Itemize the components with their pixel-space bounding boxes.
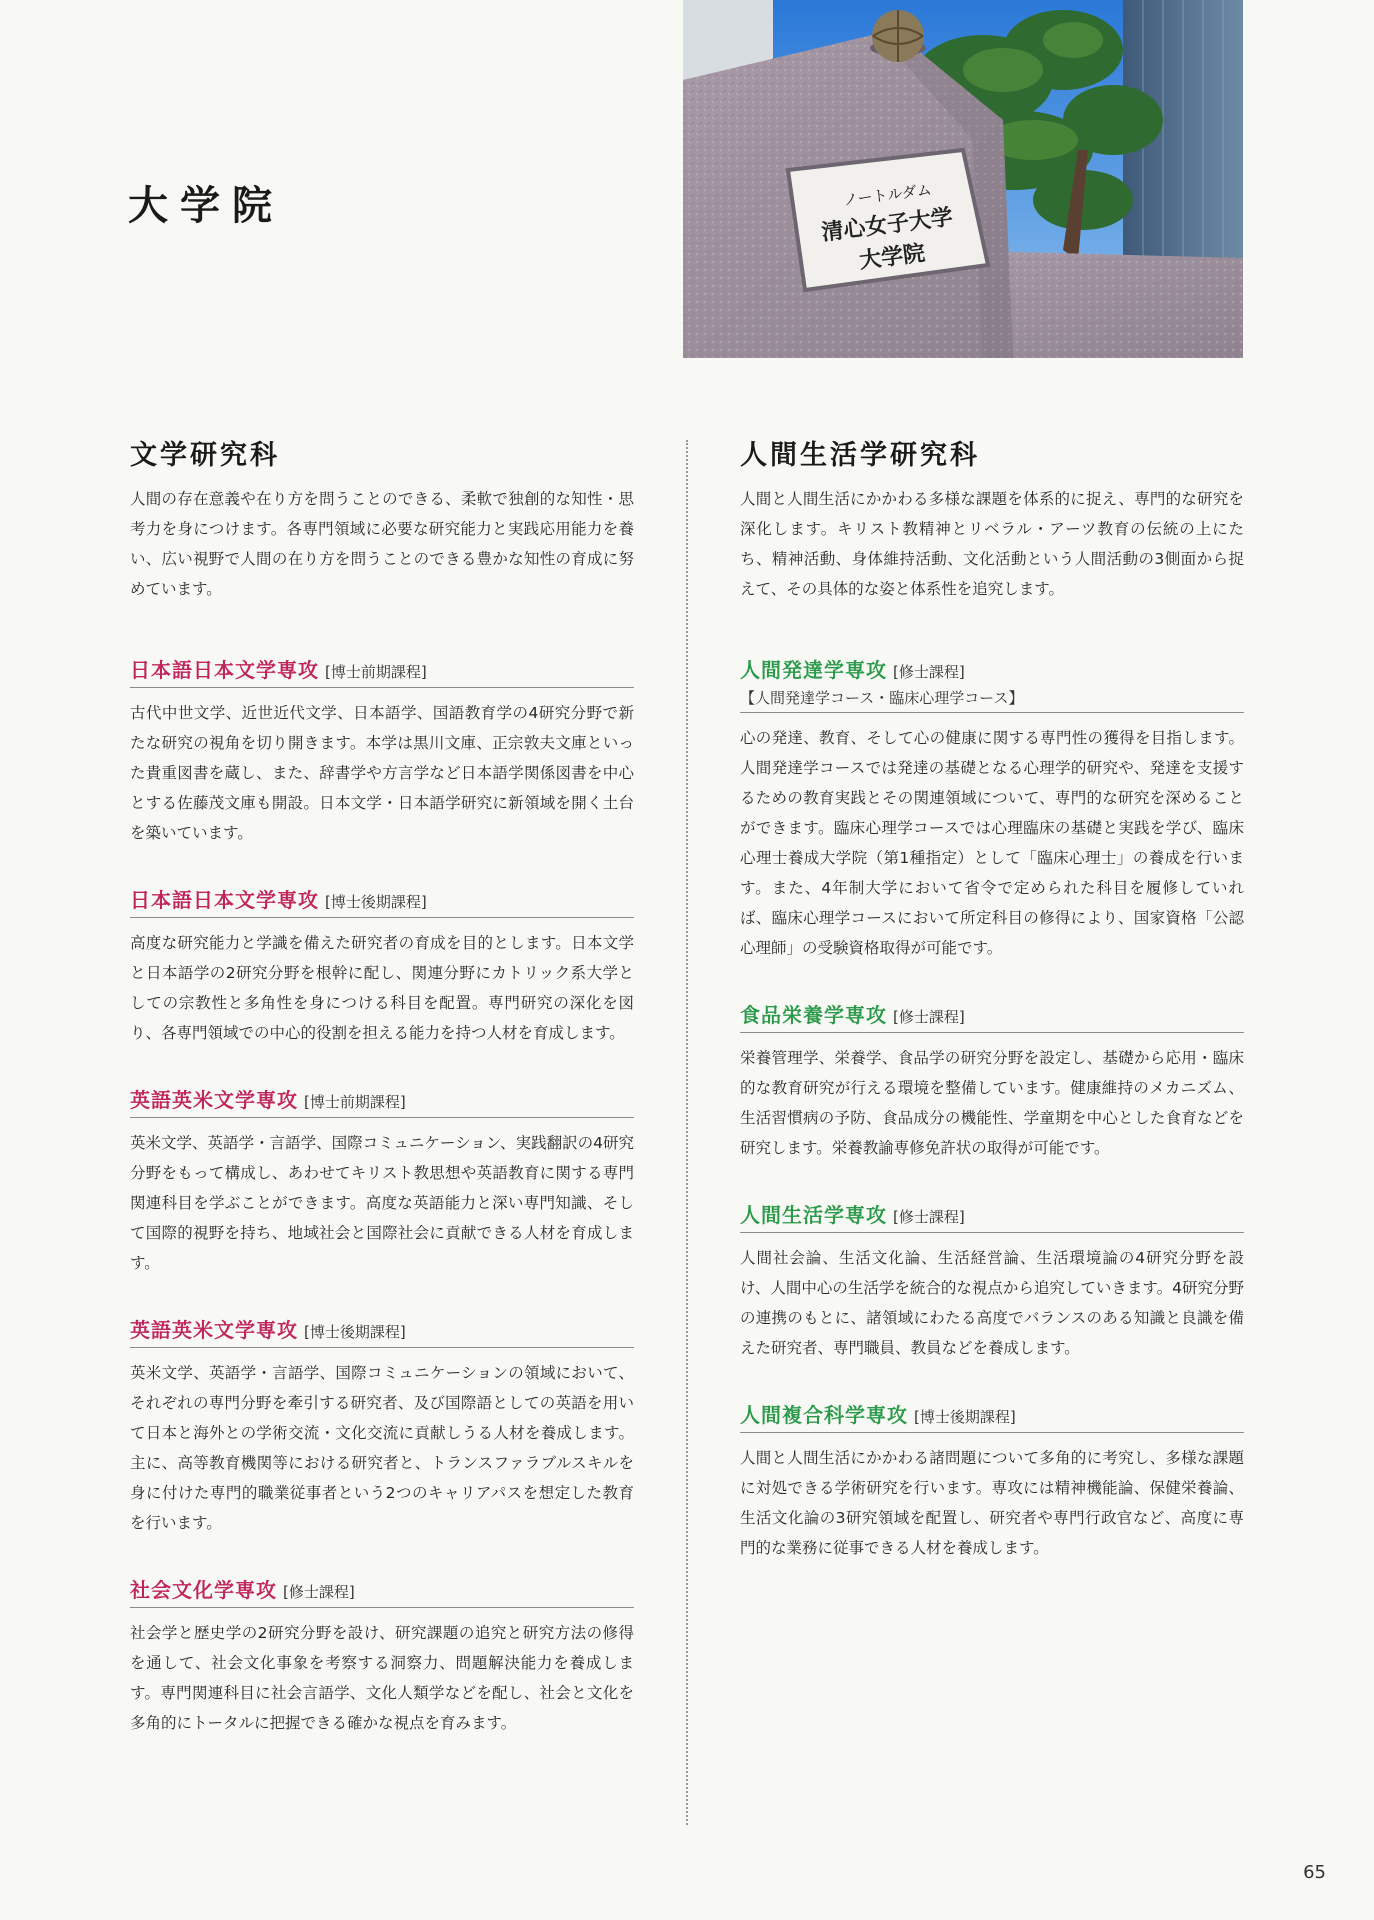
major-head [740, 1199, 1244, 1233]
major-item [130, 1574, 634, 1738]
major-description: 社会学と歴史学の2研究分野を設け、研究課題の追究と研究方法の修得を通して、社会文化事象を考察する洞察力、問題解決能力を養成します。専門関連科目に社会言語学、文化人類学などを配し、社会と文化を多角的にトータルに把握できる確かな視点を育みます。 [130, 1624, 634, 1732]
major-head [130, 654, 634, 688]
major-item [740, 1199, 1244, 1363]
major-course: [博士後期課程] [914, 1408, 1016, 1426]
major-head [740, 1399, 1244, 1433]
major-item [130, 1314, 634, 1538]
campus-gate-photo [683, 0, 1243, 358]
major-name: 社会文化学専攻 [130, 1578, 277, 1602]
major-item [130, 654, 634, 848]
major-item [740, 654, 1244, 963]
major-description: 英米文学、英語学・言語学、国際コミュニケーションの領域において、それぞれの専門分野を牽引する研究者、及び国際語としての英語を用いて日本と海外との学術交流・文化交流に貢献しうる人材を養成します。主に、高等教育機関等における研究者と、トランスファラブルスキルを身に付けた専門的職業従事者という2つのキャリアパスを想定した教育を行います。 [130, 1364, 634, 1532]
major-description: 人間と人間生活にかかわる諸問題について多角的に考究し、多様な課題に対処できる学術研究を行います。専攻には精神機能論、保健栄養論、生活文化論の3研究領域を配置し、研究者や専門行政官など、高度に専門的な業務に従事できる人材を養成します。 [740, 1449, 1244, 1557]
major-item [740, 1399, 1244, 1563]
major-course: [修士課程] [893, 1008, 965, 1026]
major-description: 人間社会論、生活文化論、生活経営論、生活環境論の4研究分野を設け、人間中心の生活学を統合的な視点から追究していきます。4研究分野の連携のもとに、諸領域にわたる高度でバランスのある知識と良識を備えた研究者、専門職員、教員などを養成します。 [740, 1249, 1245, 1357]
major-name: 人間複合科学専攻 [740, 1403, 908, 1427]
dept-title-human-life: 人間生活学研究科 [740, 440, 980, 471]
major-item [130, 884, 634, 1048]
major-course: [博士前期課程] [325, 663, 427, 681]
major-course: [博士後期課程] [304, 1323, 406, 1341]
major-head [130, 1084, 634, 1118]
major-name: 英語英米文学専攻 [130, 1318, 298, 1342]
major-item [740, 999, 1244, 1163]
major-name: 人間発達学専攻 [740, 658, 887, 682]
major-description: 心の発達、教育、そして心の健康に関する専門性の獲得を目指します。人間発達学コースでは発達の基礎となる心理学的研究や、発達を支援するための教育実践とその関連領域について、専門的な研究を深めることができます。臨床心理学コースでは心理臨床の基礎と実践を学び、臨床心理士養成大学院（第1種指定）として「臨床心理士」の養成を行います。また、4年制大学において省令で定められた科目を履修していれば、臨床心理学コースにおいて所定科目の修得により、国家資格「公認心理師」の受験資格取得が可能です。 [740, 729, 1244, 957]
dept-intro-human-life: 人間と人間生活にかかわる多様な課題を体系的に捉え、専門的な研究を深化します。キリスト教精神とリベラル・アーツ教育の伝統の上にたち、精神活動、身体維持活動、文化活動という人間活動の3側面から捉えて、その具体的な姿と体系性を追究します。 [740, 490, 1244, 598]
major-head [130, 1574, 634, 1608]
major-course: [修士課程] [283, 1583, 355, 1601]
major-item [130, 1084, 634, 1278]
plaque-line2: 清心女子大学 [820, 204, 955, 246]
major-course: [博士後期課程] [325, 893, 427, 911]
column-divider [686, 440, 688, 1825]
page-number: 65 [1303, 1862, 1326, 1883]
major-name: 日本語日本文学専攻 [130, 658, 319, 682]
major-description: 英米文学、英語学・言語学、国際コミュニケーション、実践翻訳の4研究分野をもって構成し、あわせてキリスト教思想や英語教育に関する専門関連科目を学ぶことができます。高度な英語能力と深い専門知識、そして国際的視野を持ち、地域社会と国際社会に貢献できる人材を育成します。 [130, 1134, 634, 1272]
dept-title-literature: 文学研究科 [130, 440, 280, 471]
major-head [740, 654, 1244, 713]
major-name: 食品栄養学専攻 [740, 1003, 887, 1027]
major-head [130, 884, 634, 918]
plaque-line1: ノートルダム [842, 180, 933, 210]
major-course: [博士前期課程] [304, 1093, 406, 1111]
major-course: [修士課程] [893, 663, 965, 681]
major-description: 高度な研究能力と学識を備えた研究者の育成を目的とします。日本文学と日本語学の2研究分野を根幹に配し、関連分野にカトリック系大学としての宗教性と多角性を身につける科目を配置。専門研究の深化を図り、各専門領域での中心的役割を担える能力を持つ人材を育成します。 [130, 934, 634, 1042]
major-description: 古代中世文学、近世近代文学、日本語学、国語教育学の4研究分野で新たな研究の視角を切り開きます。本学は黒川文庫、正宗敦夫文庫といった貴重図書を蔵し、また、辞書学や方言学など日本語学関係図書を中心とする佐藤茂文庫も開設。日本文学・日本語学研究に新領域を開く土台を築いています。 [130, 704, 634, 842]
major-name: 英語英米文学専攻 [130, 1088, 298, 1112]
graduate-school-literature [130, 438, 634, 1774]
page-title: 大学院 [128, 183, 284, 229]
dept-intro-literature: 人間の存在意義や在り方を問うことのできる、柔軟で独創的な知性・思考力を身につけます。各専門領域に必要な研究能力と実践応用能力を養い、広い視野で人間の在り方を問うことのできる豊かな知性の育成に努めています。 [130, 490, 634, 598]
graduate-school-human-life [740, 438, 1244, 1599]
major-name: 人間生活学専攻 [740, 1203, 887, 1227]
plaque-line3: 大学院 [857, 240, 927, 274]
major-description: 栄養管理学、栄養学、食品学の研究分野を設定し、基礎から応用・臨床的な教育研究が行える環境を整備しています。健康維持のメカニズム、生活習慣病の予防、食品成分の機能性、学童期を中心とした食育などを研究します。栄養教諭専修免許状の取得が可能です。 [740, 1049, 1244, 1157]
major-head [740, 999, 1244, 1033]
major-subcourses: 【人間発達学コース・臨床心理学コース】 [740, 689, 1024, 707]
major-course: [修士課程] [893, 1208, 965, 1226]
major-name: 日本語日本文学専攻 [130, 888, 319, 912]
major-head [130, 1314, 634, 1348]
